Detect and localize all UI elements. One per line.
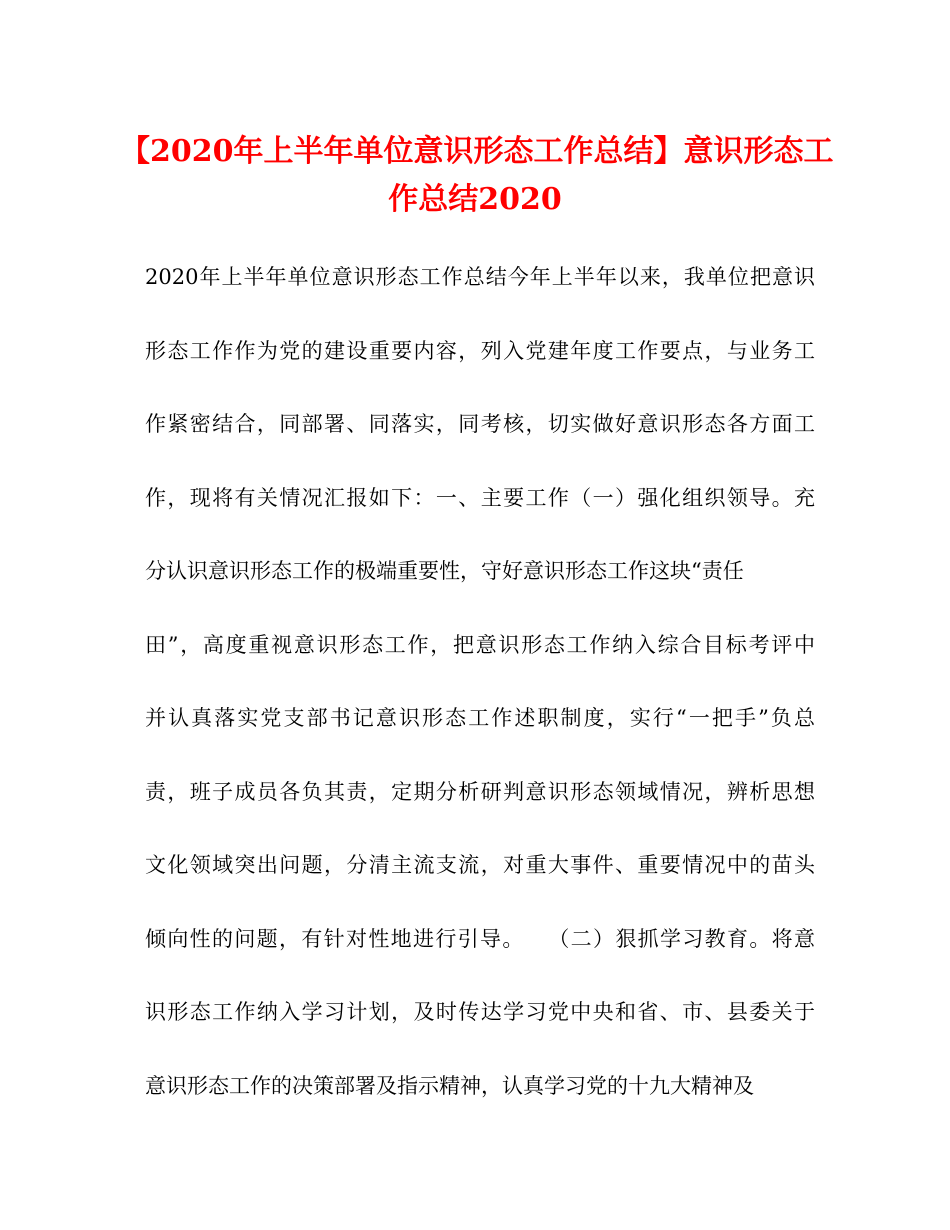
title-line-1: 【2020年上半年单位意识形态工作总结】意识形态工 — [120, 134, 834, 169]
body-line-12: 意识形态工作的决策部署及指示精神，认真学习党的十九大精神及 — [145, 1073, 754, 1098]
body-line-9: 文化领域突出问题，分清主流支流，对重大事件、重要情况中的苗头 — [145, 853, 815, 877]
document-body — [145, 262, 815, 1144]
body-line-8: 责，班子成员各负其责，定期分析研判意识形态领域情况，辨析思想 — [145, 779, 815, 804]
title-line-2: 作总结2020 — [388, 182, 562, 217]
body-line-10: 倾向性的问题，有针对性地进行引导。 （二）狠抓学习教育。将意 — [145, 926, 815, 951]
body-line-5: 分认识意识形态工作的极端重要性，守好意识形态工作这块“责任 — [145, 559, 744, 583]
body-line-1: 2020年上半年单位意识形态工作总结今年上半年以来，我单位把意识 — [145, 265, 815, 289]
body-line-7: 并认真落实党支部书记意识形态工作述职制度，实行“一把手”负总 — [145, 706, 815, 730]
body-line-4: 作，现将有关情况汇报如下：一、主要工作（一）强化组织领导。充 — [145, 485, 815, 510]
body-line-3: 作紧密结合，同部署、同落实，同考核，切实做好意识形态各方面工 — [145, 412, 815, 436]
body-line-2: 形态工作作为党的建设重要内容，列入党建年度工作要点，与业务工 — [145, 338, 815, 363]
document-title — [120, 128, 834, 224]
body-line-11: 识形态工作纳入学习计划，及时传达学习党中央和省、市、县委关于 — [145, 1000, 815, 1024]
body-line-6: 田”，高度重视意识形态工作，把意识形态工作纳入综合目标考评中 — [145, 632, 815, 657]
